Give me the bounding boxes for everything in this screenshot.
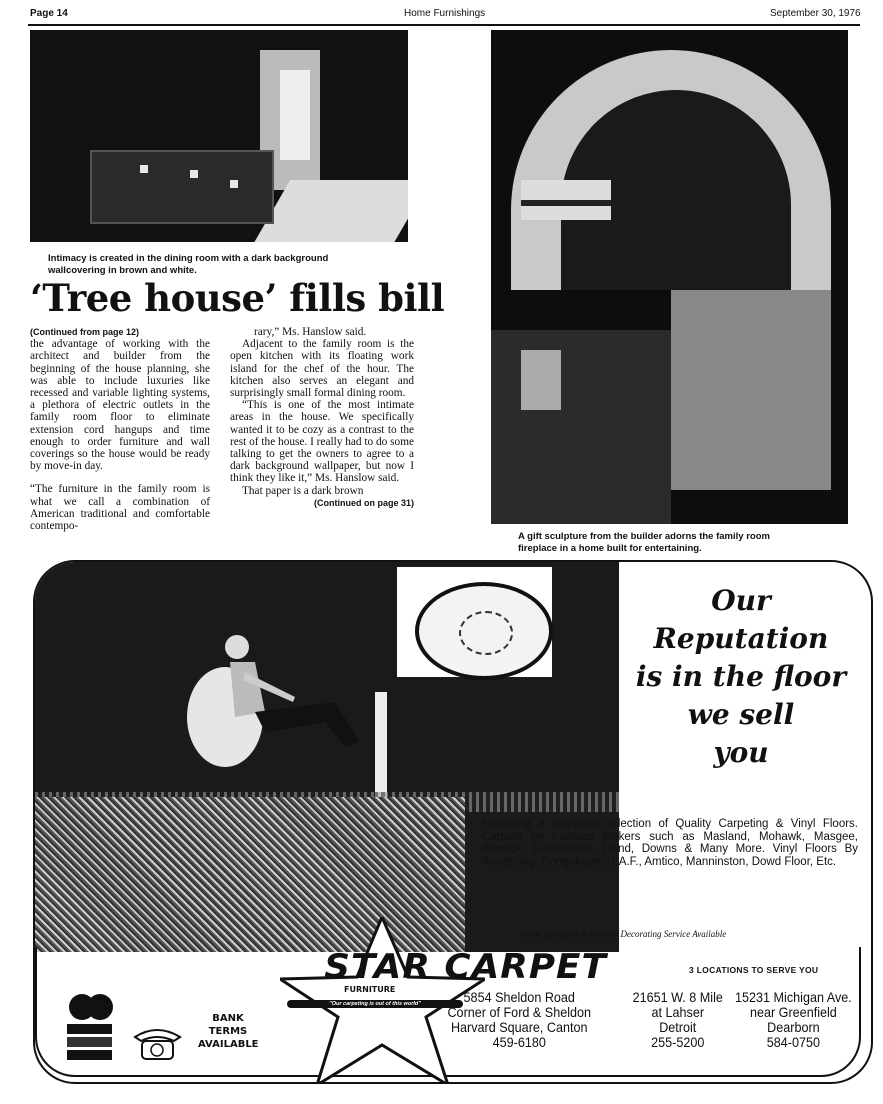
location-address: 15231 Michigan Ave. [735,989,852,1005]
location-address: 5854 Sheldon Road [463,989,575,1005]
fireplace-caption-line-2: fireplace in a home built for entertaining. [518,543,702,554]
bank-terms [198,1012,258,1051]
credit-cards-icon [62,992,122,1067]
continued-on: (Continued on page 31) [314,497,414,508]
slogan-line-2: Reputation [653,622,829,655]
section-title: Home Furnishings [404,8,486,19]
ad-showroom-photo [35,562,619,952]
fireplace-photo [491,30,848,524]
dining-caption-line-2: wallcovering in brown and white. [48,265,197,276]
fireplace-caption [518,531,838,555]
location-phone: 459-6180 [492,1034,546,1050]
telephone-icon [130,1027,185,1061]
col1-paragraph-1: the advantage of working with the architect and builder from the beginning of the house planning, she was able to include luxuries like recessed and variable lighting systems, a plethora of electric outlets in the family room floor to eliminate extension cord hangups and time enough to order furniture and wall coverings so the house would be ready by move-in day. [30,338,210,473]
locations-title: 3 LOCATIONS TO SERVE YOU [689,965,819,975]
col2-paragraph-1: rary,” Ms. Hanslow said. [254,326,367,338]
ad-services-text: Home Estimates & Interior Decorating Service Available [520,929,727,939]
bank-line-1: BANK [212,1013,244,1024]
article-column-2 [230,326,414,509]
location-phone: 255-5200 [651,1034,705,1050]
location-phone: 584-0750 [766,1034,821,1050]
brand-name: STAR CARPET [324,947,607,987]
bank-line-3: AVAILABLE [198,1039,259,1050]
slogan-line-5: you [713,736,769,769]
location-detail: at Lahser [651,1004,705,1020]
location-address: 21651 W. 8 Mile [632,989,723,1005]
article-headline: ‘Tree house’ fills bill [30,276,445,320]
brand-tagline: "Our carpeting is out of this world" [287,1000,463,1008]
location-detail: near Greenfield [749,1004,837,1020]
location-city: Detroit [659,1019,697,1035]
dining-room-photo [30,30,408,242]
page-number: Page 14 [30,8,68,19]
slogan-line-4: we sell [687,698,795,731]
star-carpet-advertisement [33,560,873,1084]
col2-paragraph-3: “This is one of the most intimate areas in the house. We specifically wanted it to be cozy as a contrast to the rest of the house. I really had to do some talking to get the owners to agree to a dark background wallpaper, but now I think they like it,” Ms. Hanslow said. [230,399,414,485]
brand-subtitle: FURNITURE [344,985,396,994]
slogan-line-1: Our [711,584,771,617]
location-city: Harvard Square, Canton [450,1019,588,1035]
header-rule [28,24,860,26]
location-detail: Corner of Ford & Sheldon [447,1004,592,1020]
bank-line-2: TERMS [208,1026,248,1037]
slogan-line-3: is in the floor [635,660,847,693]
dining-caption [48,253,412,277]
location-city: Dearborn [767,1019,820,1035]
col2-paragraph-4: That paper is a dark brown [242,484,364,497]
col2-paragraph-2: Adjacent to the family room is the open kitchen with its floating work island for the chef of the hour. The kitchen also serves an elegant and surprisingly small formal dining room. [230,338,414,400]
ad-features-text: Featuring a complete selection of Quality Carpeting & Vinyl Floors. Carpets by Famous Makers such as Masland, Mohawk, Masgee, Barwick, Laurelerest, Trend, Downs & Many More. Vinyl Floors By Armstrong, Congoleum, G.A.F., Amtico, Manninston, Dowd Floor, Etc. [482,818,858,868]
col1-paragraph-2: “The furniture in the family room is what we call a combination of American traditional and comfortable contempo- [30,483,210,533]
location-canton [445,990,594,1050]
fireplace-caption-line-1: A gift sculpture from the builder adorns the family room [518,531,770,542]
continued-from: (Continued from page 12) [30,327,140,337]
issue-date: September 30, 1976 [770,8,861,19]
article-column-1 [30,326,210,532]
ad-slogan [621,582,861,772]
dining-caption-line-1: Intimacy is created in the dining room with a dark background [48,253,329,264]
location-dearborn [725,990,862,1050]
location-detroit [617,990,739,1050]
